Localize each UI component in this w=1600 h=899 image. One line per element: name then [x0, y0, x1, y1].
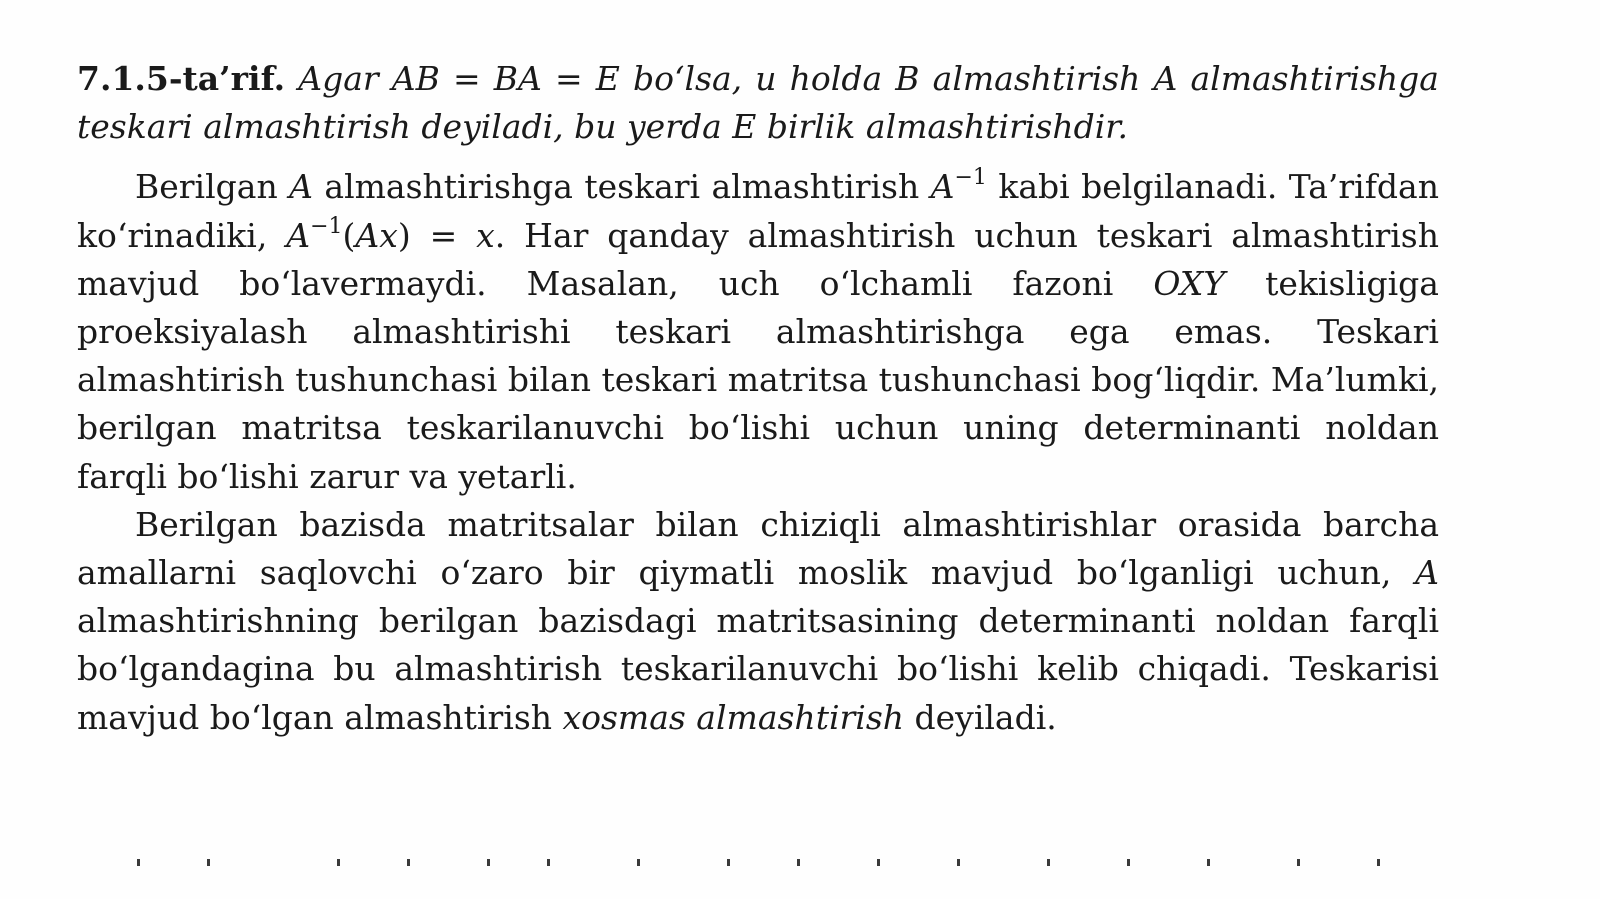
math-paren: (	[342, 215, 356, 255]
definition-7-1-5	[77, 55, 1439, 151]
paragraph-nondegenerate	[77, 501, 1439, 742]
text-block	[77, 55, 1439, 742]
math-E: E	[732, 107, 757, 147]
definition-text: almashtirishga teskari almashtirish deyiladi, bu yerda	[77, 59, 1439, 147]
paragraph-text: tekisligiga proeksiyalash almashtirishi teskari almashtirishga ega emas. Teskari almashtirish tushunchasi bilan teskari matritsa tushunchasi bog‘liqdir. Ma’lumki, berilgan matritsa teskarilanuvchi bo‘lishi uchun uning determinanti noldan farqli bo‘lishi zarur va yetarli.	[77, 263, 1439, 496]
definition-text: Agar	[285, 59, 392, 98]
math-A: A	[286, 215, 311, 255]
paragraph-text: Berilgan	[135, 167, 290, 207]
math-equals: =	[439, 59, 494, 98]
math-x: x	[476, 215, 495, 255]
math-A: A	[1153, 59, 1178, 98]
paragraph-text: almashtirishga teskari almashtirish	[312, 167, 931, 207]
math-Ax: Ax	[355, 215, 398, 255]
math-AB: AB	[391, 59, 440, 98]
math-A: A	[289, 167, 313, 207]
definition-text: almashtirish	[919, 59, 1154, 98]
math-paren-equals: ) =	[397, 215, 477, 255]
paragraph-text: deyiladi.	[904, 697, 1057, 737]
math-A: A	[930, 167, 955, 207]
paragraph-text: Berilgan bazisda matritsalar bilan chiziqli almashtirishlar orasida barcha amallarni saqlovchi o‘zaro bir qiymatli moslik mavjud bo‘lganligi uchun,	[77, 504, 1439, 593]
math-OXY: OXY	[1153, 263, 1226, 303]
definition-label: 7.1.5-ta’rif.	[77, 59, 286, 98]
cut-off-text-line	[77, 856, 1439, 866]
paragraph-text: almashtirishning berilgan bazisdagi matritsasining determinanti noldan farqli bo‘lgandagina bu almashtirish teskarilanuvchi bo‘lishi kelib chiqadi. Teskarisi mavjud bo‘lgan almashtirish	[77, 601, 1439, 737]
math-equals: =	[541, 59, 596, 98]
math-A: A	[1415, 553, 1439, 593]
paragraph-text: . Har qanday almashtirish uchun teskari almashtirish mavjud bo‘lavermaydi. Masalan, uch o‘lchamli fazoni	[77, 215, 1439, 303]
definition-text: bo‘lsa, u holda	[619, 59, 896, 98]
definition-text: birlik almashtirishdir.	[756, 107, 1128, 147]
math-B: B	[895, 59, 920, 98]
math-BA: BA	[493, 59, 542, 98]
term-emphasis: xosmas almashtirish	[562, 697, 905, 737]
math-superscript: −1	[310, 213, 343, 239]
math-E: E	[595, 59, 620, 98]
paragraph-text: kabi belgilanadi. Ta’rifdan ko‘rinadiki,	[77, 167, 1439, 255]
math-superscript: −1	[954, 165, 987, 191]
paragraph-inverse-notation	[77, 163, 1439, 500]
